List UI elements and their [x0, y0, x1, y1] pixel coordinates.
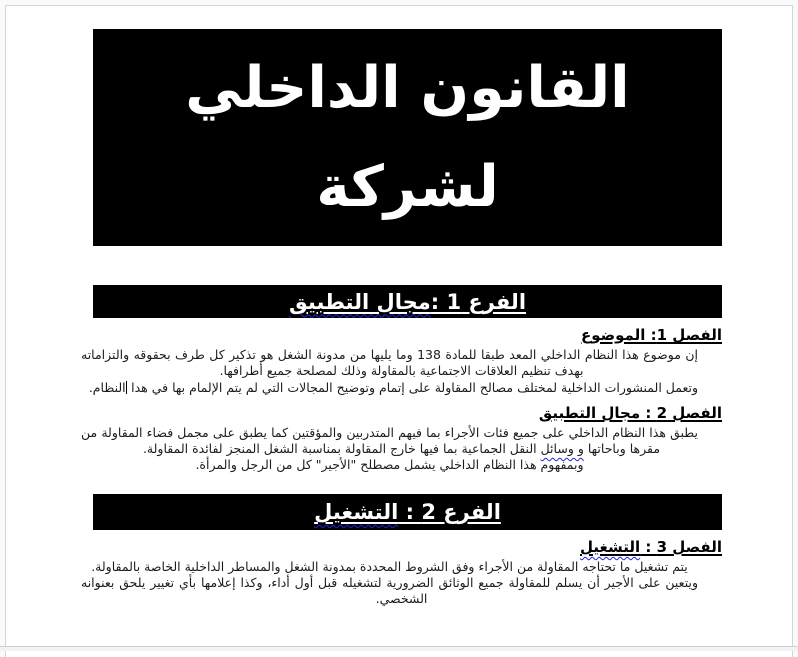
chapter-3-paragraph-2[interactable]: ويتعين على الأجير أن يسلم للمقاولة جميع الوثائق الضرورية لتشغيله قبل أول أداء، وكذا إعلامها بأي تغيير يلحق بعنوانه الشخصي.: [81, 575, 722, 608]
section-2-heading: [314, 500, 501, 524]
spellcheck-squiggle: و وسائل: [541, 441, 584, 456]
document-content: [6, 29, 792, 608]
section-1-bar[interactable]: [93, 285, 722, 318]
section-2-bar[interactable]: [93, 494, 722, 530]
section-2-heading-prefix: الفرع 2 :: [398, 500, 501, 524]
chapter-3-heading-prefix: الفصل 3 :: [640, 538, 722, 556]
paragraph-text: النقل الجماعية بما فيها خارج المقاولة بمناسبة الشغل المنجز لفائدة المقاولة.: [143, 441, 541, 456]
chapter-1-heading[interactable]: الفصل 1: الموضوع: [81, 326, 722, 345]
document-title-banner[interactable]: [93, 29, 722, 246]
section-1-heading: [289, 290, 526, 314]
paragraph-text: وتعمل المنشورات الداخلية لمختلف مصالح المقاولة على إتمام وتوضيح المجالات التي لم يتم الإلمام بها في هدا: [127, 380, 698, 395]
window-bottom-edge: [0, 646, 798, 651]
chapter-3-heading[interactable]: [81, 538, 722, 557]
spellcheck-squiggle: التشغيل: [580, 538, 640, 556]
paragraph-text: النظام.: [89, 380, 126, 395]
spellcheck-squiggle: مجال التطبيق: [289, 290, 431, 314]
chapter-2-paragraph-2[interactable]: وبمفهوم هذا النظام الداخلي يشمل مصطلح "الأجير" كل من الرجل والمرأة.: [81, 457, 722, 473]
title-line-1: القانون الداخلي: [185, 39, 629, 138]
paragraph-text: يطبق هذا النظام الداخلي على جميع فئات الأجراء بما فيهم المتدربين والمؤقتين كما يطبق على مجمل فضاء المقاولة من مقرها وباحاتها: [81, 425, 698, 456]
title-line-2: لشركة: [316, 138, 499, 237]
chapter-2-paragraph-1[interactable]: [81, 425, 722, 458]
spellcheck-squiggle: التشغيل: [314, 500, 398, 524]
section-1-heading-prefix: الفرع 1 :: [431, 290, 526, 314]
chapter-2-heading[interactable]: الفصل 2 : مجال التطبيق: [81, 404, 722, 423]
chapter-1-paragraph-2[interactable]: [81, 380, 722, 396]
chapter-1-paragraph-1[interactable]: إن موضوع هذا النظام الداخلي المعد طبقا للمادة 138 وما يليها من مدونة الشغل هو تذكير كل طرف بحقوقه والتزاماته بهدف تنظيم العلاقات الاجتماعية بالمقاولة وذلك لمصلحة جميع أطرافها.: [81, 347, 722, 380]
document-page: [5, 5, 793, 657]
chapter-3-paragraph-1[interactable]: يتم تشغيل ما تحتاجه المقاولة من الأجراء وفق الشروط المحددة بمدونة الشغل والمساطر الداخلية الخاصة بالمقاولة.: [81, 559, 722, 575]
